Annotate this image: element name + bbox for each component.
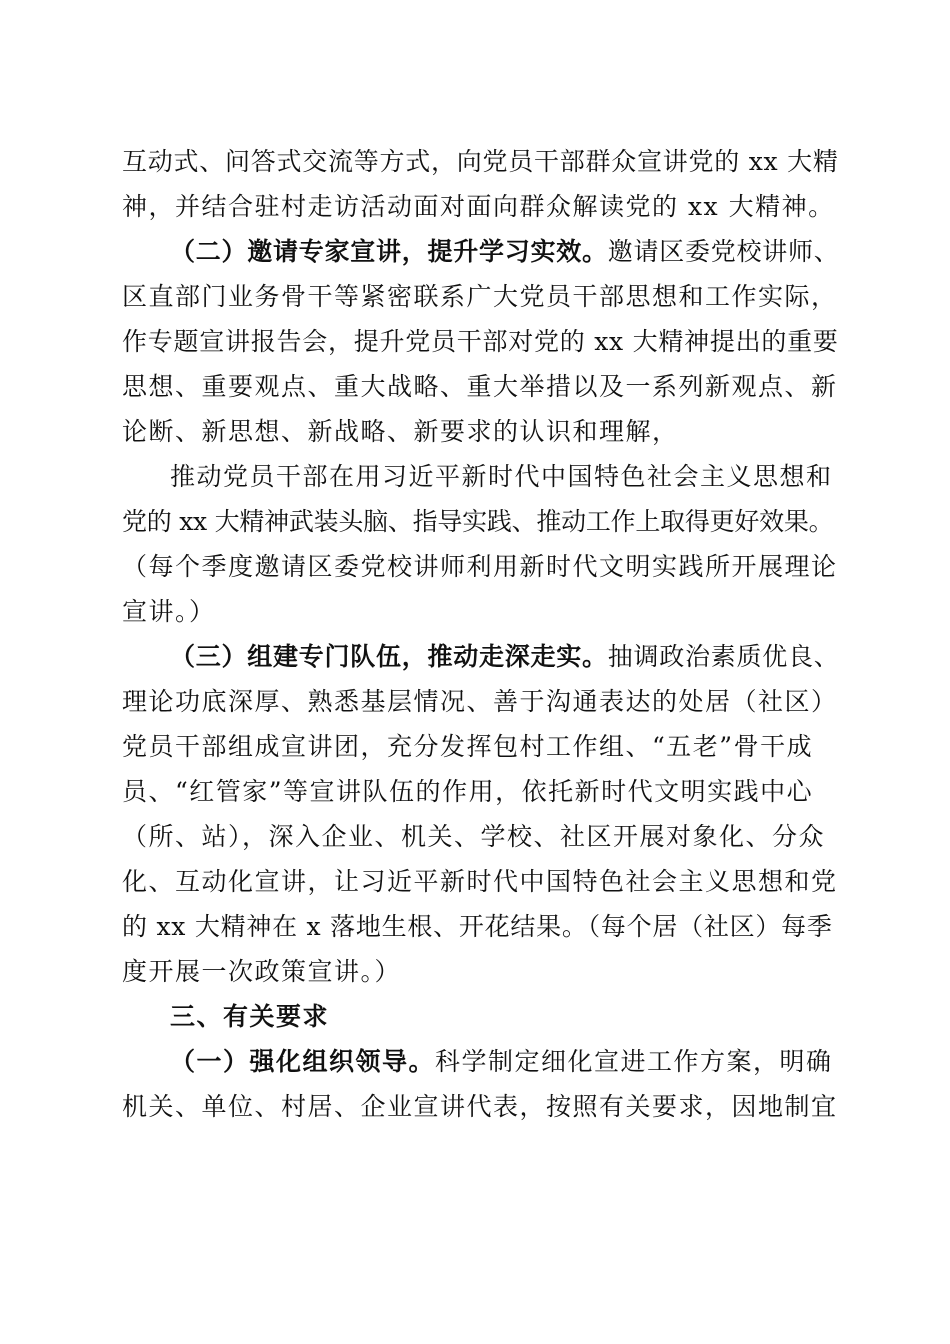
section-heading-3: 三、有关要求 bbox=[170, 1002, 330, 1031]
body-text-line: 作专题宣讲报告会，提升党员干部对党的 xx 大精神提出的重要 bbox=[122, 327, 839, 356]
body-text-line: 论断、新思想、新战略、新要求的认识和理解， bbox=[122, 417, 679, 446]
subsection-title: （三）组建专门队伍，推动走深走实。 bbox=[170, 642, 608, 671]
body-text-line: 度开展一次政策宣讲。） bbox=[122, 957, 402, 986]
body-text-line: 党员干部组成宣讲团，充分发挥包村工作组、“五老”骨干成 bbox=[122, 732, 814, 761]
body-text-line: 员、“红管家”等宣讲队伍的作用，依托新时代文明实践中心 bbox=[122, 777, 814, 806]
paragraph-start: 推动党员干部在用习近平新时代中国特色社会主义思想和 bbox=[170, 462, 833, 491]
body-text-line: 思想、重要观点、重大战略、重大举措以及一系列新观点、新 bbox=[122, 372, 838, 401]
body-text-line: 化、互动化宣讲，让习近平新时代中国特色社会主义思想和党 bbox=[122, 867, 838, 896]
body-text-line: 区直部门业务骨干等紧密联系广大党员干部思想和工作实际， bbox=[122, 282, 838, 311]
body-text-line: 宣讲。） bbox=[122, 597, 216, 626]
subsection-heading-2: （二）邀请专家宣讲，提升学习实效。邀请区委党校讲师、 bbox=[170, 237, 840, 266]
body-text-line: 党的 xx 大精神武装头脑、指导实践、推动工作上取得更好效果。 bbox=[122, 507, 834, 536]
body-text-line: 互动式、问答式交流等方式，向党员干部群众宣讲党的 xx 大精 bbox=[122, 147, 839, 176]
subsection-title: （二）邀请专家宣讲，提升学习实效。 bbox=[170, 237, 608, 266]
subsection-heading-3: （三）组建专门队伍，推动走深走实。抽调政治素质优良、 bbox=[170, 642, 840, 671]
body-text-line: （每个季度邀请区委党校讲师利用新时代文明实践所开展理论 bbox=[122, 552, 838, 581]
body-text-line: 理论功底深厚、熟悉基层情况、善于沟通表达的处居（社区） bbox=[122, 687, 838, 716]
body-text-line: （所、站），深入企业、机关、学校、社区开展对象化、分众 bbox=[122, 822, 826, 851]
body-text-line: 的 xx 大精神在 x 落地生根、开花结果。（每个居（社区）每季 bbox=[122, 912, 833, 941]
body-text-line: 神，并结合驻村走访活动面对面向群众解读党的 xx 大精神。 bbox=[122, 192, 835, 221]
subsection-heading-1: （一）强化组织领导。科学制定细化宣进工作方案，明确 bbox=[170, 1047, 833, 1076]
body-text-line: 机关、单位、村居、企业宣讲代表，按照有关要求，因地制宜 bbox=[122, 1092, 838, 1121]
subsection-title: （一）强化组织领导。 bbox=[170, 1047, 436, 1076]
